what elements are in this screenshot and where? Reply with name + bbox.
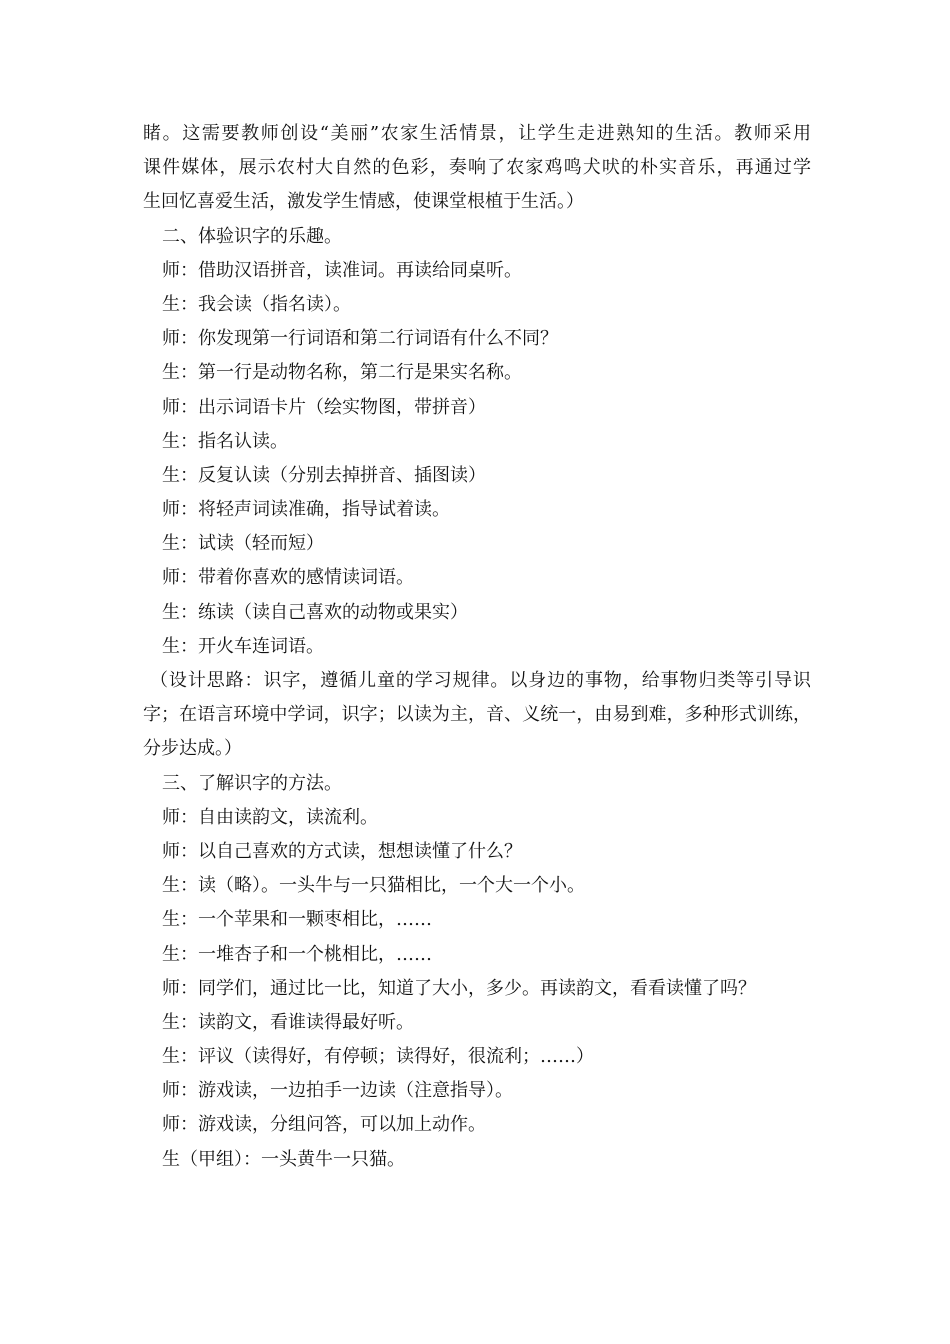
dialogue-line: 生：开火车连词语。 (162, 635, 324, 657)
dialogue-line: 生：读韵文，看谁读得最好听。 (162, 1011, 414, 1033)
dialogue-line: 生：读（略）。一头牛与一只猫相比，一个大一个小。 (162, 875, 585, 897)
dialogue-line: 师：游戏读，分组问答，可以加上动作。 (162, 1114, 486, 1136)
dialogue-line: 师：以自己喜欢的方式读，想想读懂了什么？ (162, 840, 522, 862)
dialogue-line: 生：试读（轻而短） (162, 533, 324, 555)
dialogue-line: 生：一个苹果和一颗枣相比，…… (162, 909, 432, 931)
dialogue-line: 师：你发现第一行词语和第二行词语有什么不同？ (162, 328, 558, 350)
design-note-line: 字；在语言环境中学词，识字；以读为主，音、义统一，由易到难，多种形式训练， (143, 704, 811, 726)
dialogue-line: 师：游戏读，一边拍手一边读（注意指导）。 (162, 1080, 513, 1102)
section-heading: 二、体验识字的乐趣。 (162, 225, 342, 247)
dialogue-line: 生：评议（读得好，有停顿；读得好，很流利；……） (162, 1046, 594, 1068)
dialogue-line: 师：同学们，通过比一比，知道了大小，多少。再读韵文，看看读懂了吗？ (162, 977, 756, 999)
dialogue-line: 师：自由读韵文，读流利。 (162, 806, 378, 828)
dialogue-line: 师：带着你喜欢的感情读词语。 (162, 567, 414, 589)
dialogue-line: 师：将轻声词读准确，指导试着读。 (162, 499, 450, 521)
dialogue-line: 生：一堆杏子和一个桃相比，…… (162, 943, 432, 965)
design-note-line: （设计思路：识字，遵循儿童的学习规律。以身边的事物，给事物归类等引导识 (150, 670, 811, 691)
document-body (143, 117, 811, 1177)
paragraph-line: 生回忆喜爱生活，激发学生情感，使课堂根植于生活。） (143, 191, 584, 213)
paragraph-line: 睹。这需要教师创设“美丽”农家生活情景，让学生走进熟知的生活。教师采用 (143, 123, 811, 144)
dialogue-line: 生：指名认读。 (162, 430, 288, 452)
dialogue-line: 生：第一行是动物名称，第二行是果实名称。 (162, 362, 522, 384)
design-note-line: 分步达成。） (143, 738, 242, 760)
dialogue-line: 生（甲组）：一头黄牛一只猫。 (162, 1148, 405, 1170)
dialogue-line: 师：出示词语卡片（绘实物图，带拼音） (162, 396, 486, 418)
dialogue-line: 生：我会读（指名读）。 (162, 293, 351, 315)
section-heading: 三、了解识字的方法。 (162, 772, 342, 794)
paragraph-line: 课件媒体，展示农村大自然的色彩，奏响了农家鸡鸣犬吠的朴实音乐，再通过学 (143, 157, 811, 179)
dialogue-line: 师：借助汉语拼音，读准词。再读给同桌听。 (162, 259, 522, 281)
dialogue-line: 生：反复认读（分别去掉拼音、插图读） (162, 464, 486, 486)
dialogue-line: 生：练读（读自己喜欢的动物或果实） (162, 601, 468, 623)
